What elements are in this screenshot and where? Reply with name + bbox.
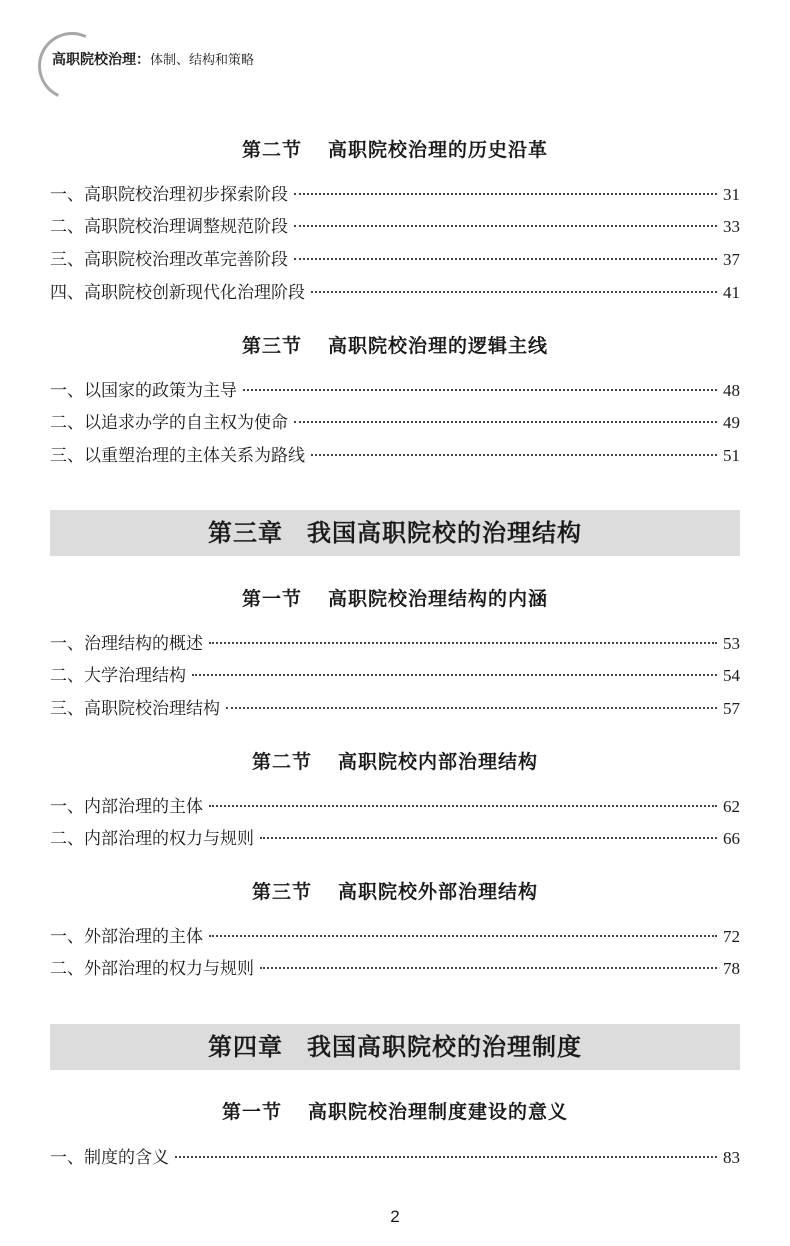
section-heading xyxy=(0,747,790,774)
toc-entry-title: 一、制度的含义 xyxy=(50,1148,169,1168)
toc-entry-page: 41 xyxy=(723,283,740,302)
section-number: 第三节 xyxy=(251,881,312,903)
toc-entry-title: 一、以国家的政策为主导 xyxy=(50,381,237,401)
book-subtitle: 体制、结构和策略 xyxy=(150,53,255,68)
dot-leader xyxy=(311,454,717,456)
toc-entry-page: 83 xyxy=(723,1148,740,1167)
dot-leader xyxy=(294,421,717,423)
dot-leader xyxy=(192,674,717,676)
section-heading xyxy=(0,1097,790,1124)
toc-entry-page: 53 xyxy=(723,634,740,653)
toc-entry-title: 三、高职院校治理改革完善阶段 xyxy=(50,250,288,270)
toc-entry-page: 72 xyxy=(723,927,740,946)
toc-entry-page: 66 xyxy=(723,829,740,848)
page-number: 2 xyxy=(390,1207,400,1226)
book-title: 高职院校治理： xyxy=(52,52,150,68)
toc-entry-title: 四、高职院校创新现代化治理阶段 xyxy=(50,283,305,303)
running-header xyxy=(52,49,254,69)
section-number: 第一节 xyxy=(241,588,302,610)
toc-entry[interactable] xyxy=(50,281,740,305)
toc-entry-title: 二、内部治理的权力与规则 xyxy=(50,829,254,849)
dot-leader xyxy=(311,291,717,293)
section-title: 高职院校治理的逻辑主线 xyxy=(328,335,549,357)
toc-entry-page: 33 xyxy=(723,217,740,236)
toc-entry-title: 三、以重塑治理的主体关系为路线 xyxy=(50,446,305,466)
chapter-number: 第三章 xyxy=(208,518,283,547)
toc-entry-title: 一、治理结构的概述 xyxy=(50,634,203,654)
toc-entry[interactable] xyxy=(50,925,740,949)
toc-entry-title: 三、高职院校治理结构 xyxy=(50,699,220,719)
dot-leader xyxy=(243,389,717,391)
toc-entry[interactable] xyxy=(50,183,740,207)
section-heading xyxy=(0,877,790,904)
toc-entry-title: 二、外部治理的权力与规则 xyxy=(50,959,254,979)
toc-entry-page: 37 xyxy=(723,250,740,269)
toc-entry[interactable] xyxy=(50,444,740,468)
section-heading xyxy=(0,584,790,611)
toc-entry[interactable] xyxy=(50,248,740,272)
toc-entry-title: 一、外部治理的主体 xyxy=(50,927,203,947)
dot-leader xyxy=(209,642,717,644)
toc-entry[interactable] xyxy=(50,697,740,721)
section-title: 高职院校内部治理结构 xyxy=(338,751,539,773)
dot-leader xyxy=(260,837,717,839)
section-title: 高职院校外部治理结构 xyxy=(338,881,539,903)
dot-leader xyxy=(209,935,717,937)
toc-entry[interactable] xyxy=(50,1146,740,1170)
toc-entry[interactable] xyxy=(50,664,740,688)
section-title: 高职院校治理制度建设的意义 xyxy=(308,1101,569,1123)
dot-leader xyxy=(226,707,717,709)
dot-leader xyxy=(209,805,717,807)
section-heading xyxy=(0,135,790,162)
toc-entry-title: 一、内部治理的主体 xyxy=(50,797,203,817)
toc-entry[interactable] xyxy=(50,957,740,981)
toc-entry-page: 48 xyxy=(723,381,740,400)
toc-entry-title: 二、高职院校治理调整规范阶段 xyxy=(50,217,288,237)
chapter-title: 我国高职院校的治理结构 xyxy=(307,518,582,547)
toc-entry-page: 62 xyxy=(723,797,740,816)
toc-entry[interactable] xyxy=(50,215,740,239)
toc-entry-title: 二、以追求办学的自主权为使命 xyxy=(50,413,288,433)
toc-entry[interactable] xyxy=(50,795,740,819)
section-title: 高职院校治理结构的内涵 xyxy=(328,588,549,610)
chapter-heading xyxy=(50,1024,740,1070)
toc-entry[interactable] xyxy=(50,827,740,851)
toc-entry-page: 57 xyxy=(723,699,740,718)
section-number: 第一节 xyxy=(221,1101,282,1123)
chapter-title: 我国高职院校的治理制度 xyxy=(307,1032,582,1061)
toc-entry-page: 78 xyxy=(723,959,740,978)
chapter-heading xyxy=(50,510,740,556)
dot-leader xyxy=(260,967,717,969)
dot-leader xyxy=(294,258,717,260)
section-number: 第三节 xyxy=(241,335,302,357)
toc-entry-page: 49 xyxy=(723,413,740,432)
section-number: 第二节 xyxy=(241,139,302,161)
toc-entry[interactable] xyxy=(50,379,740,403)
section-number: 第二节 xyxy=(251,751,312,773)
toc-entry-title: 一、高职院校治理初步探索阶段 xyxy=(50,185,288,205)
toc-entry-page: 31 xyxy=(723,185,740,204)
dot-leader xyxy=(294,193,717,195)
dot-leader xyxy=(175,1156,717,1158)
dot-leader xyxy=(294,225,717,227)
section-heading xyxy=(0,331,790,358)
chapter-number: 第四章 xyxy=(208,1032,283,1061)
section-title: 高职院校治理的历史沿革 xyxy=(328,139,549,161)
toc-entry[interactable] xyxy=(50,411,740,435)
toc-entry-title: 二、大学治理结构 xyxy=(50,666,186,686)
toc-entry[interactable] xyxy=(50,632,740,656)
toc-entry-page: 54 xyxy=(723,666,740,685)
toc-entry-page: 51 xyxy=(723,446,740,465)
